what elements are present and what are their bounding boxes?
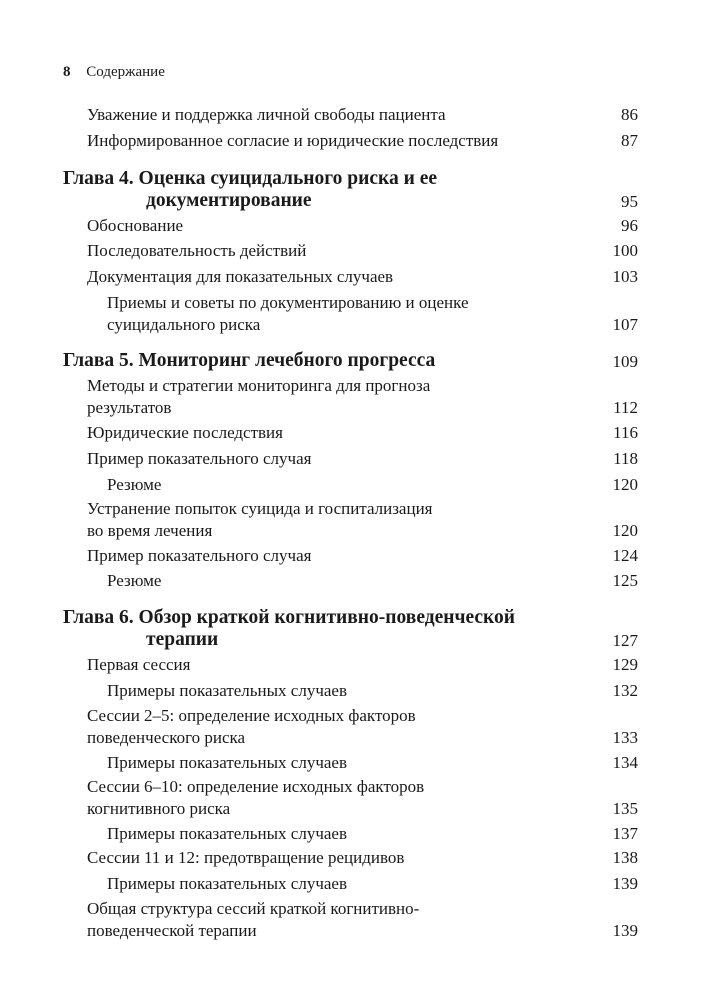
toc-entry-title: Устранение попыток суицида и госпитализация bbox=[87, 499, 433, 518]
toc-chapter-title: Глава 5. Мониторинг лечебного прогресса bbox=[63, 350, 436, 371]
toc-entry-page: 112 bbox=[613, 398, 638, 417]
toc-entry-title: Сессии 11 и 12: предотвращение рецидивов bbox=[87, 848, 405, 867]
running-header bbox=[63, 62, 165, 82]
toc-entry-title: Юридические последствия bbox=[87, 423, 283, 442]
toc-entry-title: Примеры показательных случаев bbox=[107, 753, 347, 772]
toc-chapter-title: документирование bbox=[146, 190, 312, 211]
toc-entry-page: 132 bbox=[612, 681, 638, 700]
toc-entry-page: 118 bbox=[613, 449, 638, 468]
toc-entry-title: Информированное согласие и юридические последствия bbox=[87, 131, 499, 150]
toc-entry-title: Сессии 6–10: определение исходных факторов bbox=[87, 777, 425, 796]
toc-entry-page: 86 bbox=[621, 105, 638, 124]
toc-entry-page: 125 bbox=[612, 571, 638, 590]
toc-entry-page: 96 bbox=[621, 216, 638, 235]
toc-entry-page: 120 bbox=[612, 521, 638, 540]
toc-entry-title: поведенческого риска bbox=[87, 728, 246, 747]
toc-entry-title: поведенческой терапии bbox=[87, 921, 257, 940]
toc-entry-title: когнитивного риска bbox=[87, 799, 231, 818]
toc-entry-title: Обоснование bbox=[87, 216, 184, 235]
toc-entry-title: Сессии 2–5: определение исходных факторов bbox=[87, 706, 416, 725]
toc-entry-title: Примеры показательных случаев bbox=[107, 681, 347, 700]
toc-entry-page: 129 bbox=[612, 655, 638, 674]
toc-entry-page: 109 bbox=[612, 352, 638, 371]
toc-entry-title: результатов bbox=[87, 398, 172, 417]
toc-entry-page: 120 bbox=[612, 475, 638, 494]
toc-entry-title: во время лечения bbox=[87, 521, 213, 540]
toc-entry-page: 100 bbox=[612, 241, 638, 260]
toc-entry-page: 138 bbox=[612, 848, 638, 867]
toc-entry-page: 139 bbox=[612, 921, 638, 940]
toc-entry-title: Документация для показательных случаев bbox=[87, 267, 394, 286]
toc-entry-page: 103 bbox=[612, 267, 638, 286]
toc-entry-title: Примеры показательных случаев bbox=[107, 874, 347, 893]
toc-entry-page: 137 bbox=[612, 824, 638, 843]
toc-entry-title: Пример показательного случая bbox=[87, 449, 312, 468]
toc-entry-page: 139 bbox=[612, 874, 638, 893]
toc-entry-title: Последовательность действий bbox=[87, 241, 307, 260]
toc-entry-title: Общая структура сессий краткой когнитивно- bbox=[87, 899, 420, 918]
toc-chapter-title: Глава 4. Оценка суицидального риска и ее bbox=[63, 168, 438, 189]
toc-chapter-title: Глава 6. Обзор краткой когнитивно-поведенческой bbox=[63, 607, 515, 628]
toc-entry-title: Примеры показательных случаев bbox=[107, 824, 347, 843]
toc-entry-page: 124 bbox=[612, 546, 638, 565]
page-number: 8 bbox=[63, 64, 71, 80]
toc-entry-title: Резюме bbox=[107, 571, 162, 590]
toc-entry-title: Методы и стратегии мониторинга для прогноза bbox=[87, 376, 431, 395]
toc-entry-page: 135 bbox=[612, 799, 638, 818]
running-title: Содержание bbox=[86, 64, 165, 80]
toc-entry-page: 134 bbox=[612, 753, 638, 772]
toc-entry-page: 127 bbox=[612, 631, 638, 650]
toc-entry-page: 95 bbox=[621, 192, 638, 211]
toc-entry-title: Уважение и поддержка личной свободы пациента bbox=[87, 105, 446, 124]
toc-entry-title: Пример показательного случая bbox=[87, 546, 312, 565]
toc-entry-title: суицидального риска bbox=[107, 315, 261, 334]
toc-entry-page: 133 bbox=[612, 728, 638, 747]
toc-entry-title: Резюме bbox=[107, 475, 162, 494]
toc-chapter-title: терапии bbox=[146, 629, 219, 650]
toc-entry-page: 87 bbox=[621, 131, 638, 150]
toc-entry-page: 116 bbox=[613, 423, 638, 442]
toc-entry-title: Первая сессия bbox=[87, 655, 191, 674]
toc-entry-title: Приемы и советы по документированию и оценке bbox=[107, 293, 469, 312]
toc-entry-page: 107 bbox=[612, 315, 638, 334]
